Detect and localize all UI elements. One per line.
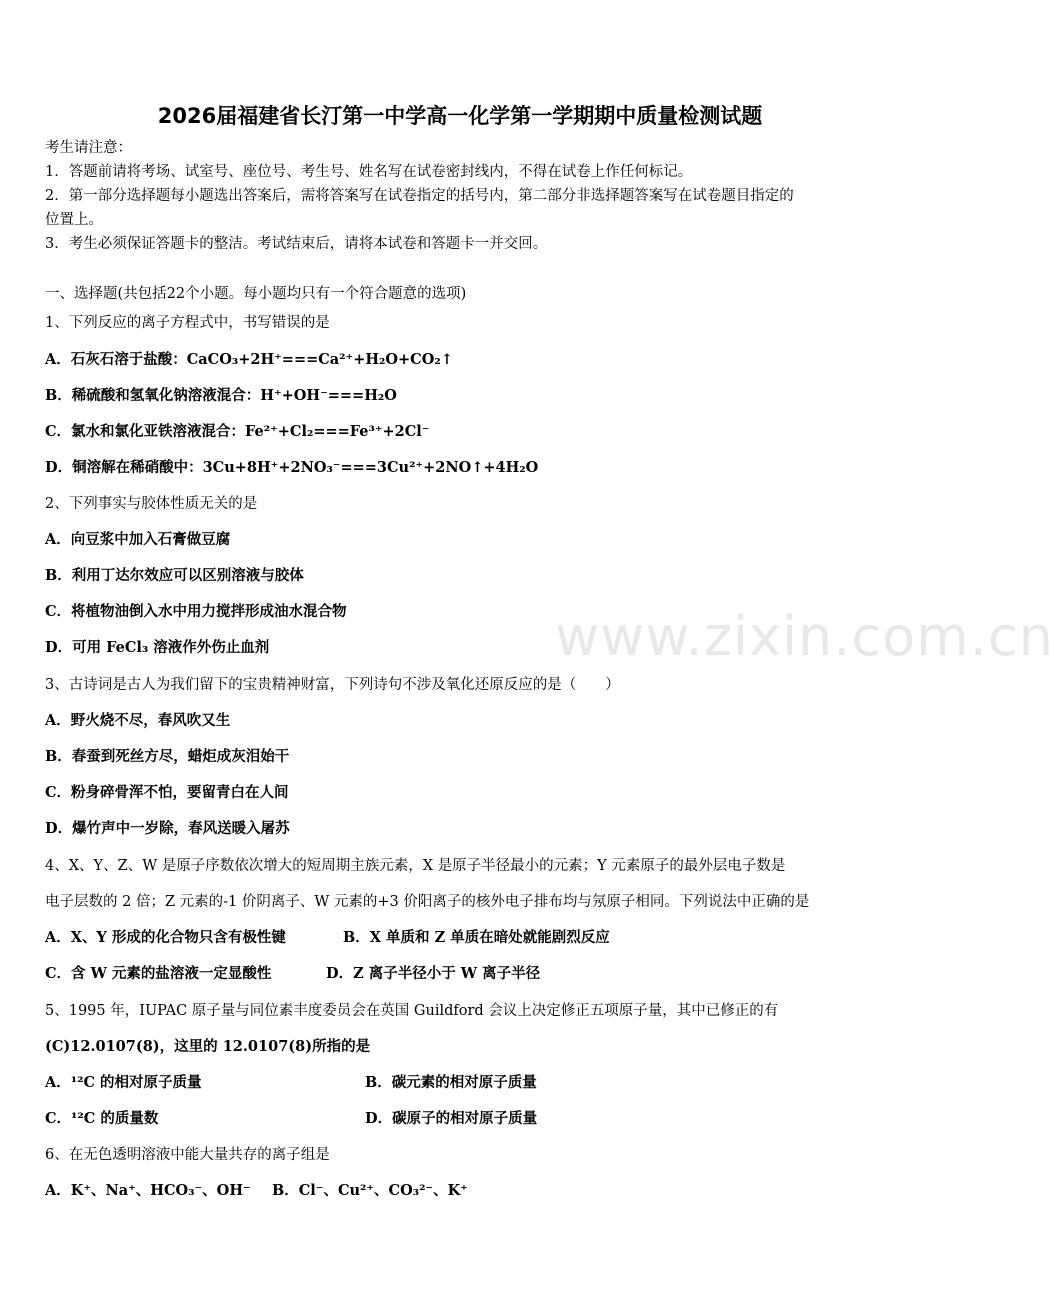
q6-option-b: B．Cl⁻、Cu²⁺、CO₃²⁻、K⁺ (272, 1182, 468, 1199)
q4-option-d: D．Z 离子半径小于 W 离子半径 (326, 965, 541, 982)
q1-option-b: B．稀硫酸和氢氧化钠溶液混合：H⁺+OH⁻===H₂O (45, 387, 397, 404)
q4-option-b: B．X 单质和 Z 单质在暗处就能剧烈反应 (343, 929, 610, 946)
q2-stem: 2、下列事实与胶体性质无关的是 (45, 496, 258, 512)
notice-heading: 考生请注意： (45, 140, 132, 156)
q5-stem-2: (C)12.0107(8)，这里的 12.0107(8)所指的是 (45, 1038, 371, 1055)
notice-item-1: 1．答题前请将考场、试室号、座位号、考生号、姓名写在试卷密封线内，不得在试卷上作任何标记。 (45, 164, 693, 180)
q2-option-d: D．可用 FeCl₃ 溶液作外伤止血剂 (45, 639, 270, 656)
q4-option-c: C．含 W 元素的盐溶液一定显酸性 (45, 965, 272, 982)
q2-option-b: B．利用丁达尔效应可以区别溶液与胶体 (45, 567, 304, 584)
q3-option-c: C．粉身碎骨浑不怕，要留青白在人间 (45, 784, 289, 801)
section-heading: 一、选择题(共包括22个小题。每小题均只有一个符合题意的选项) (45, 286, 467, 302)
q2-option-c: C．将植物油倒入水中用力搅拌形成油水混合物 (45, 603, 347, 620)
q6-stem: 6、在无色透明溶液中能大量共存的离子组是 (45, 1147, 330, 1163)
q1-option-a: A．石灰石溶于盐酸：CaCO₃+2H⁺===Ca²⁺+H₂O+CO₂↑ (45, 351, 453, 368)
q3-option-d: D．爆竹声中一岁除，春风送暖入屠苏 (45, 820, 290, 837)
q5-stem-1: 5、1995 年，IUPAC 原子量与同位素丰度委员会在英国 Guildford 会议上决定修正五项原子量，其中已修正的有 (45, 1003, 779, 1019)
q1-stem: 1、下列反应的离子方程式中，书写错误的是 (45, 315, 330, 331)
q5-option-b: B．碳元素的相对原子质量 (365, 1074, 537, 1091)
q6-option-a: A．K⁺、Na⁺、HCO₃⁻、OH⁻ (45, 1182, 251, 1199)
q3-stem: 3、古诗词是古人为我们留下的宝贵精神财富，下列诗句不涉及氧化还原反应的是（ ） (45, 677, 620, 693)
q5-option-d: D．碳原子的相对原子质量 (365, 1110, 538, 1127)
notice-item-3: 3．考生必须保证答题卡的整洁。考试结束后，请将本试卷和答题卡一并交回。 (45, 236, 548, 252)
q3-option-b: B．春蚕到死丝方尽，蜡炬成灰泪始干 (45, 748, 290, 765)
exam-title: 2026届福建省长汀第一中学高一化学第一学期期中质量检测试题 (157, 104, 763, 128)
q2-option-a: A．向豆浆中加入石膏做豆腐 (45, 531, 231, 548)
notice-item-2: 2．第一部分选择题每小题选出答案后，需将答案写在试卷指定的括号内，第二部分非选择题答案写在试卷题目指定的 (45, 188, 794, 204)
watermark: www.zixin.com.cn (555, 605, 1054, 668)
q5-option-c: C．¹²C 的质量数 (45, 1110, 159, 1127)
q1-option-d: D．铜溶解在稀硝酸中：3Cu+8H⁺+2NO₃⁻===3Cu²⁺+2NO↑+4H₂O (45, 459, 539, 476)
q1-option-c: C．氯水和氯化亚铁溶液混合：Fe²⁺+Cl₂===Fe³⁺+2Cl⁻ (45, 423, 430, 440)
q3-option-a: A．野火烧不尽，春风吹又生 (45, 712, 231, 729)
q4-stem-2: 电子层数的 2 倍；Z 元素的-1 价阴离子、W 元素的+3 价阳离子的核外电子排布均与氖原子相同。下列说法中正确的是 (45, 894, 810, 910)
q5-option-a: A．¹²C 的相对原子质量 (45, 1074, 202, 1091)
q4-stem-1: 4、X、Y、Z、W 是原子序数依次增大的短周期主族元素，X 是原子半径最小的元素；Y 元素原子的最外层电子数是 (45, 858, 786, 874)
q4-option-a: A．X、Y 形成的化合物只含有极性键 (45, 929, 286, 946)
notice-item-2-cont: 位置上。 (45, 212, 103, 228)
